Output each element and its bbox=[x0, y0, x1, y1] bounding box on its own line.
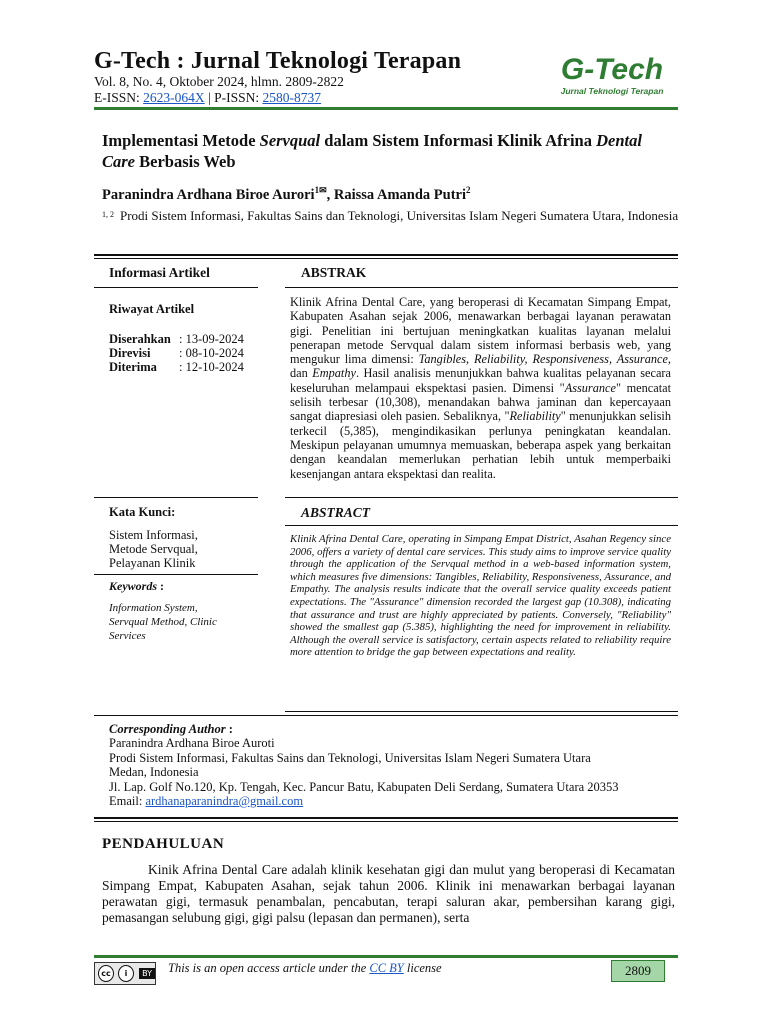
corr-name: Paranindra Ardhana Biroe Auroti bbox=[109, 736, 275, 751]
paper-title bbox=[102, 130, 672, 172]
kata-kunci-heading: Kata Kunci: bbox=[109, 505, 176, 519]
abstrak-text: Klinik Afrina Dental Care, yang beroperasi di Kecamatan Simpang Empat, Kabupaten Asahan sejak 2006, menawarkan berbagai layanan perawatan gigi. Penelitian ini bertujuan meningkatkan kualitas layanan melalui penerapan metode Servqual dalam sistem informasi berbasis web, yang mengukur lima dimensi: bbox=[290, 295, 671, 367]
logo-sub-text: Jurnal Teknologi Terapan bbox=[560, 86, 664, 96]
keywords-heading bbox=[109, 579, 164, 594]
article-info-heading: Informasi Artikel bbox=[109, 265, 210, 280]
author-name: , Raissa Amanda Putri bbox=[326, 186, 466, 203]
license-post: license bbox=[403, 961, 442, 975]
revised-row bbox=[109, 346, 244, 360]
intro-paragraph bbox=[102, 862, 675, 926]
corr-label: Corresponding Author bbox=[109, 722, 226, 736]
cc-icon: cc bbox=[98, 965, 114, 982]
license-link[interactable]: CC BY bbox=[369, 961, 404, 975]
kata-kunci-list bbox=[109, 528, 198, 570]
abstrak-text: . Hasil analisis menunjukkan bahwa kualitas pelayanan secara keseluruhan melampaui ekspektasi pasien. Dimensi " bbox=[290, 366, 671, 395]
eissn-label: E-ISSN: bbox=[94, 90, 144, 105]
keywords-colon: : bbox=[157, 579, 164, 593]
revised-date: : 08-10-2024 bbox=[179, 346, 244, 360]
page-number: 2809 bbox=[611, 960, 665, 982]
title-italic: Servqual bbox=[259, 131, 321, 150]
intro-heading: PENDAHULUAN bbox=[102, 836, 225, 852]
abstract-body: Klinik Afrina Dental Care, operating in Simpang Empat District, Asahan Regency since 2006, offers a variety of dental care services. This study aims to improve service quality through the application of the Servqual method in a web-based information system, which measures five dimensions: Tangibles, Reliability, Responsiveness, Assurance, and Empathy. The analysis results indicate that the overall service quality exceeds patient expectations. The "Assurance" dimension recorded the largest gap (10.308), indicating that assurance and trust are highly appreciated by patients. Conversely, "Reliability" showed the smallest gap (5.385), highlighting the need for improvement in reliability. Although the overall service is satisfactory, certain aspects related to reliability require more attention to bridge the gap between expectations and reality. bbox=[290, 533, 671, 659]
corr-bottom-rule-thin bbox=[94, 821, 678, 822]
corr-top-rule bbox=[94, 715, 678, 716]
abstrak-bottom-rule bbox=[285, 497, 678, 498]
corr-email-label: Email: bbox=[109, 794, 146, 809]
keywords-heading-text: Keywords bbox=[109, 579, 157, 593]
journal-title: G-Tech : Jurnal Teknologi Terapan bbox=[94, 48, 462, 74]
abstrak-italic: Assurance bbox=[564, 380, 616, 395]
footer-rule bbox=[94, 955, 678, 958]
abstrak-italic: Reliability bbox=[509, 409, 561, 424]
abstract-head-rule bbox=[285, 525, 678, 526]
issn-separator: | P-ISSN: bbox=[204, 90, 263, 105]
info-head-rule bbox=[94, 287, 258, 288]
abstrak-italic: Empathy bbox=[312, 366, 356, 381]
info-mid-rule bbox=[94, 497, 258, 498]
keywords-rule bbox=[94, 574, 258, 575]
title-text: Implementasi Metode bbox=[102, 131, 260, 150]
license-text bbox=[168, 961, 442, 976]
accepted-date: : 12-10-2024 bbox=[179, 360, 244, 374]
keyword-item: Servqual Method, Clinic bbox=[109, 616, 217, 628]
license-pre: This is an open access article under the bbox=[168, 961, 370, 975]
pissn-link[interactable]: 2580-8737 bbox=[262, 90, 321, 105]
by-person-icon: i bbox=[118, 965, 134, 982]
abstract-bottom-rule bbox=[285, 711, 678, 712]
abstrak-head-rule bbox=[285, 287, 678, 288]
corr-bottom-rule bbox=[94, 817, 678, 819]
issn-line bbox=[94, 90, 321, 106]
affiliation: Prodi Sistem Informasi, Fakultas Sains dan Teknologi, Universitas Islam Negeri Sumatera Utara, Indonesia bbox=[120, 208, 679, 223]
keyword-item: Services bbox=[109, 630, 146, 642]
box-top-rule-thin bbox=[94, 258, 678, 259]
title-italic: Dental Care bbox=[102, 131, 642, 171]
history-heading: Riwayat Artikel bbox=[109, 302, 195, 316]
corr-address: Jl. Lap. Golf No.120, Kp. Tengah, Kec. Pancur Batu, Kabupaten Deli Serdang, Sumatera Utara 20353 bbox=[109, 779, 619, 794]
abstrak-body bbox=[290, 295, 671, 481]
abstrak-text: dan bbox=[290, 366, 313, 381]
accepted-row bbox=[109, 360, 244, 374]
kata-kunci-item: Pelayanan Klinik bbox=[109, 556, 196, 570]
abstrak-text: " menunjukkan selisih terkecil (5,385), mengindikasikan perlunya peningkatan keandalan. Meskipun pelayanan umumnya memuaskan, beberapa aspek yang berkaitan dengan keandalan memerlukan perhatian lebih untuk memperbaiki kesenjangan antara ekspektasi dan realita. bbox=[290, 409, 672, 481]
kata-kunci-item: Metode Servqual, bbox=[109, 542, 198, 556]
kata-kunci-item: Sistem Informasi, bbox=[109, 528, 198, 542]
abstrak-text: " mencatat selisih terbesar (10,308), menandakan bahwa jaminan dan kepercayaan sangat diapresiasi oleh pasien. Sebaliknya, " bbox=[290, 380, 671, 424]
author-name: Paranindra Ardhana Biroe Aurori bbox=[102, 186, 315, 203]
abstract-heading: ABSTRACT bbox=[301, 505, 371, 520]
volume-line: Vol. 8, No. 4, Oktober 2024, hlmn. 2809-2822 bbox=[94, 74, 344, 89]
affiliation-superscript: 1, 2 bbox=[102, 210, 114, 219]
authors bbox=[102, 185, 471, 204]
corr-affiliation: Prodi Sistem Informasi, Fakultas Sains dan Teknologi, Universitas Islam Negeri Sumatera Utara bbox=[109, 750, 591, 765]
logo-main-text: G-Tech bbox=[560, 53, 664, 86]
corr-email-link[interactable]: ardhanaparanindra@gmail.com bbox=[145, 794, 304, 809]
submitted-row bbox=[109, 332, 244, 346]
abstrak-heading: ABSTRAK bbox=[301, 265, 367, 280]
journal-logo bbox=[553, 54, 671, 96]
corr-colon: : bbox=[225, 722, 233, 736]
eissn-link[interactable]: 2623-064X bbox=[143, 90, 205, 105]
header-rule bbox=[94, 107, 678, 110]
by-badge-text: BY bbox=[139, 968, 155, 979]
cc-by-badge[interactable] bbox=[94, 962, 156, 985]
revised-label: Direvisi bbox=[109, 346, 151, 360]
author-sup: 2 bbox=[466, 185, 471, 195]
title-text: Berbasis Web bbox=[135, 152, 236, 171]
keywords-list bbox=[109, 601, 217, 643]
submitted-date: : 13-09-2024 bbox=[179, 332, 244, 346]
accepted-label: Diterima bbox=[109, 360, 157, 374]
intro-text: Kinik Afrina Dental Care adalah klinik kesehatan gigi dan mulut yang beroperasi di Kecamatan Simpang Empat, Kabupaten Asahan, sejak tahun 2006. Klinik ini menawarkan berbagai layanan perawatan gigi, termasuk penambalan, pencabutan, terapi saluran akar, pembersihan karang gigi, pemasangan selubung gigi, gigi palsu (lepasan dan permanen), serta bbox=[102, 862, 675, 925]
submitted-label: Diserahkan bbox=[109, 332, 171, 346]
abstrak-italic: Tangibles, Reliability, Responsiveness, Assurance, bbox=[418, 352, 671, 367]
box-top-rule bbox=[94, 254, 678, 256]
corr-city: Medan, Indonesia bbox=[109, 765, 199, 780]
author-sup: 1✉ bbox=[314, 185, 327, 195]
keyword-item: Information System, bbox=[109, 602, 198, 614]
corresponding-author bbox=[109, 722, 679, 808]
title-text: dalam Sistem Informasi Klinik Afrina bbox=[320, 131, 597, 150]
